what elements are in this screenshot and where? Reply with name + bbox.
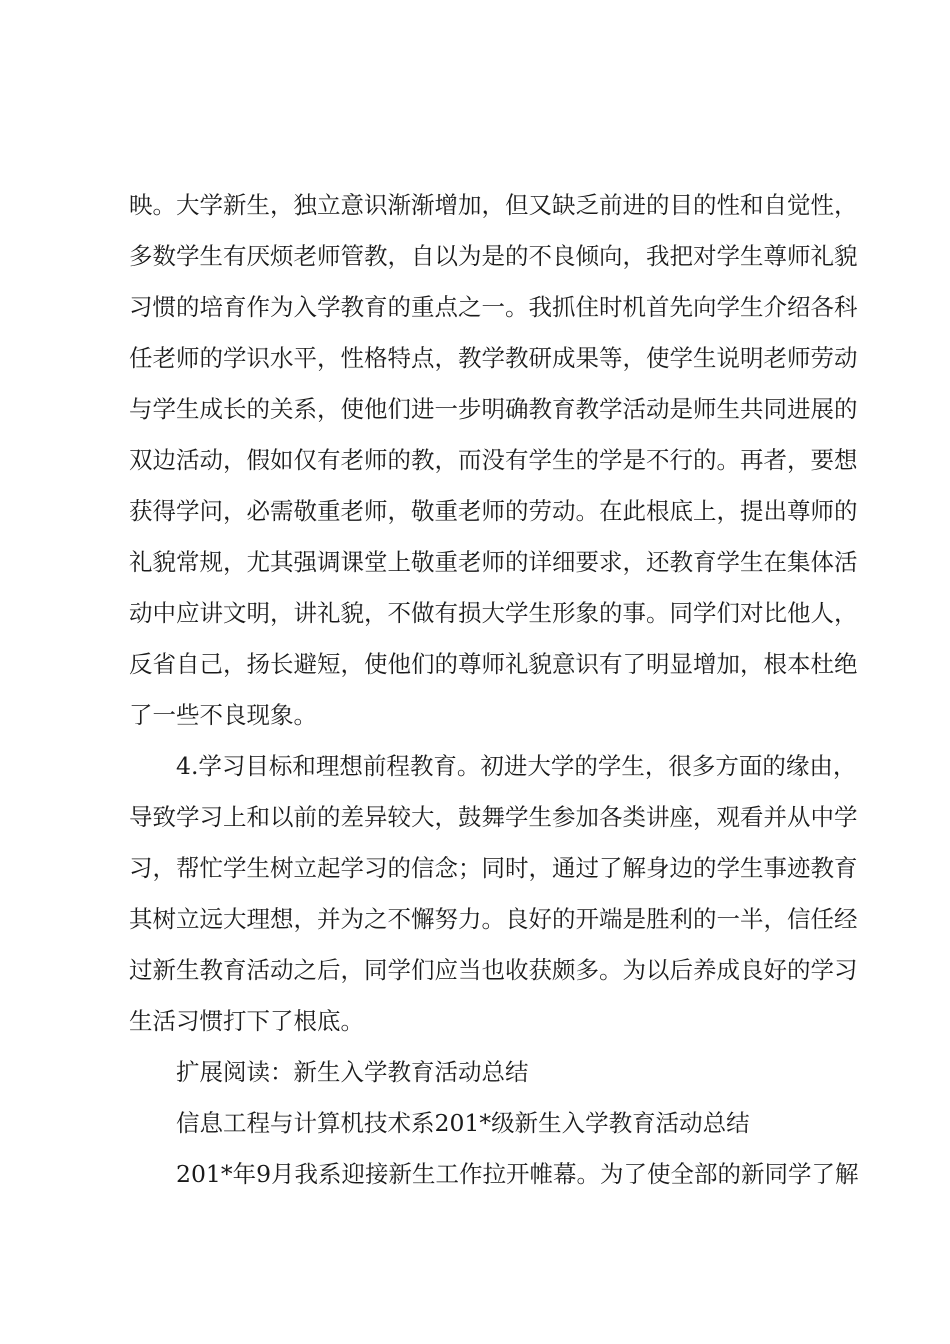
summary-title: 信息工程与计算机技术系201*级新生入学教育活动总结 <box>176 1109 750 1137</box>
paragraph-1-line-10: 反省自己，扬长避短，使他们的尊师礼貌意识有了明显增加，根本杜绝 <box>129 650 858 678</box>
paragraph-2-line-2: 导致学习上和以前的差异较大，鼓舞学生参加各类讲座，观看并从中学 <box>129 803 858 831</box>
paragraph-1-line-11: 了一些不良现象。 <box>129 701 317 729</box>
paragraph-1-line-1: 映。大学新生，独立意识渐渐增加，但又缺乏前进的目的性和自觉性， <box>129 191 858 219</box>
paragraph-1-line-6: 双边活动，假如仅有老师的教，而没有学生的学是不行的。再者，要想 <box>129 446 858 474</box>
paragraph-1-line-5: 与学生成长的关系，使他们进一步明确教育教学活动是师生共同进展的 <box>129 395 858 423</box>
paragraph-2-line-3: 习，帮忙学生树立起学习的信念；同时，通过了解身边的学生事迹教育 <box>129 854 858 882</box>
paragraph-2-line-5: 过新生教育活动之后，同学们应当也收获颇多。为以后养成良好的学习 <box>129 956 858 984</box>
paragraph-1-line-8: 礼貌常规，尤其强调课堂上敬重老师的详细要求，还教育学生在集体活 <box>129 548 858 576</box>
paragraph-1-line-4: 任老师的学识水平，性格特点，教学教研成果等，使学生说明老师劳动 <box>129 344 858 372</box>
paragraph-2-line-1: 4.学习目标和理想前程教育。初进大学的学生，很多方面的缘由， <box>176 752 857 780</box>
paragraph-2-line-4: 其树立远大理想，并为之不懈努力。良好的开端是胜利的一半，信任经 <box>129 905 858 933</box>
paragraph-5-line-1: 201*年9月我系迎接新生工作拉开帷幕。为了使全部的新同学了解 <box>176 1160 859 1188</box>
paragraph-2-line-6: 生活习惯打下了根底。 <box>129 1007 364 1035</box>
extended-reading-heading: 扩展阅读：新生入学教育活动总结 <box>176 1058 529 1086</box>
paragraph-1-line-7: 获得学问，必需敬重老师，敬重老师的劳动。在此根底上，提出尊师的 <box>129 497 858 525</box>
paragraph-1-line-2: 多数学生有厌烦老师管教，自以为是的不良倾向，我把对学生尊师礼貌 <box>129 242 858 270</box>
paragraph-1-line-3: 习惯的培育作为入学教育的重点之一。我抓住时机首先向学生介绍各科 <box>129 293 858 321</box>
paragraph-1-line-9: 动中应讲文明，讲礼貌，不做有损大学生形象的事。同学们对比他人， <box>129 599 858 627</box>
